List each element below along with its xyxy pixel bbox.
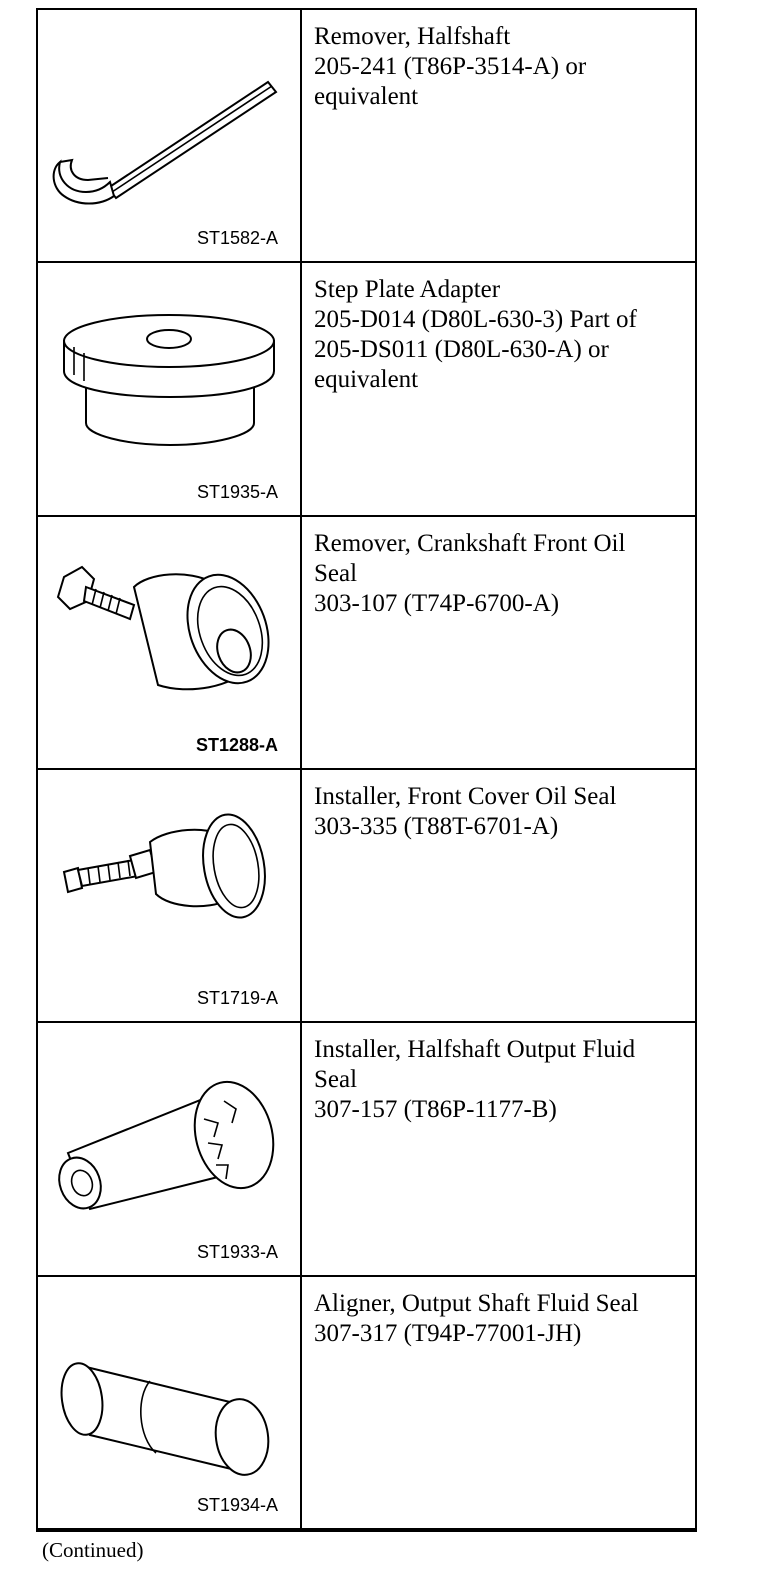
tool-number: 303-107 (T74P-6700-A) <box>314 589 560 617</box>
tool-name: Aligner, Output Shaft Fluid Seal <box>314 1289 639 1317</box>
tool-description <box>302 1023 695 1276</box>
tool-illustration-cell <box>38 1023 302 1276</box>
step-plate-adapter-illustration <box>38 263 300 483</box>
tool-name: Step Plate Adapter <box>314 276 501 304</box>
halfshaft-remover-illustration <box>38 10 300 230</box>
crankshaft-seal-remover-illustration <box>38 517 300 737</box>
tool-name: Installer, Halfshaft Output Fluid <box>314 1036 636 1064</box>
tool-code: ST1934-A <box>196 1494 278 1515</box>
tool-name: Seal <box>314 559 358 587</box>
tool-number: 205-241 (T86P-3514-A) or <box>314 53 587 80</box>
tool-note: equivalent <box>314 366 419 394</box>
front-cover-seal-installer-illustration <box>38 770 300 990</box>
tool-number: 303-335 (T88T-6701-A) <box>314 812 559 840</box>
tool-illustration-cell <box>38 517 302 770</box>
halfshaft-seal-installer-illustration <box>38 1023 300 1243</box>
tool-name: Remover, Crankshaft Front Oil <box>314 529 626 557</box>
tool-name: Remover, Halfshaft <box>314 23 511 50</box>
tool-illustration-cell <box>38 1277 302 1530</box>
tool-description <box>302 1277 695 1530</box>
tool-name: Seal <box>314 1066 358 1094</box>
tool-description <box>302 263 695 516</box>
continued-note: (Continued) <box>42 1538 144 1562</box>
tool-code: ST1933-A <box>196 1241 278 1262</box>
tool-number: 205-D014 (D80L-630-3) Part of <box>314 306 637 334</box>
tool-code: ST1582-A <box>196 228 278 249</box>
special-tools-table <box>36 8 697 1532</box>
tool-description <box>302 517 695 770</box>
tool-illustration-cell <box>38 263 302 516</box>
tool-number: 307-317 (T94P-77001-JH) <box>314 1319 582 1347</box>
tool-code: ST1719-A <box>196 988 278 1009</box>
tool-description <box>302 770 695 1023</box>
tool-name: Installer, Front Cover Oil Seal <box>314 782 617 810</box>
tool-code: ST1288-A <box>195 734 278 755</box>
tool-illustration-cell <box>38 10 302 263</box>
tool-code: ST1935-A <box>196 481 278 502</box>
tool-description <box>302 10 695 263</box>
tool-note: equivalent <box>314 83 419 110</box>
tool-illustration-cell <box>38 770 302 1023</box>
tool-number: 307-157 (T86P-1177-B) <box>314 1096 557 1124</box>
tool-number: 205-DS011 (D80L-630-A) or <box>314 336 609 364</box>
output-shaft-seal-aligner-illustration <box>38 1277 300 1497</box>
